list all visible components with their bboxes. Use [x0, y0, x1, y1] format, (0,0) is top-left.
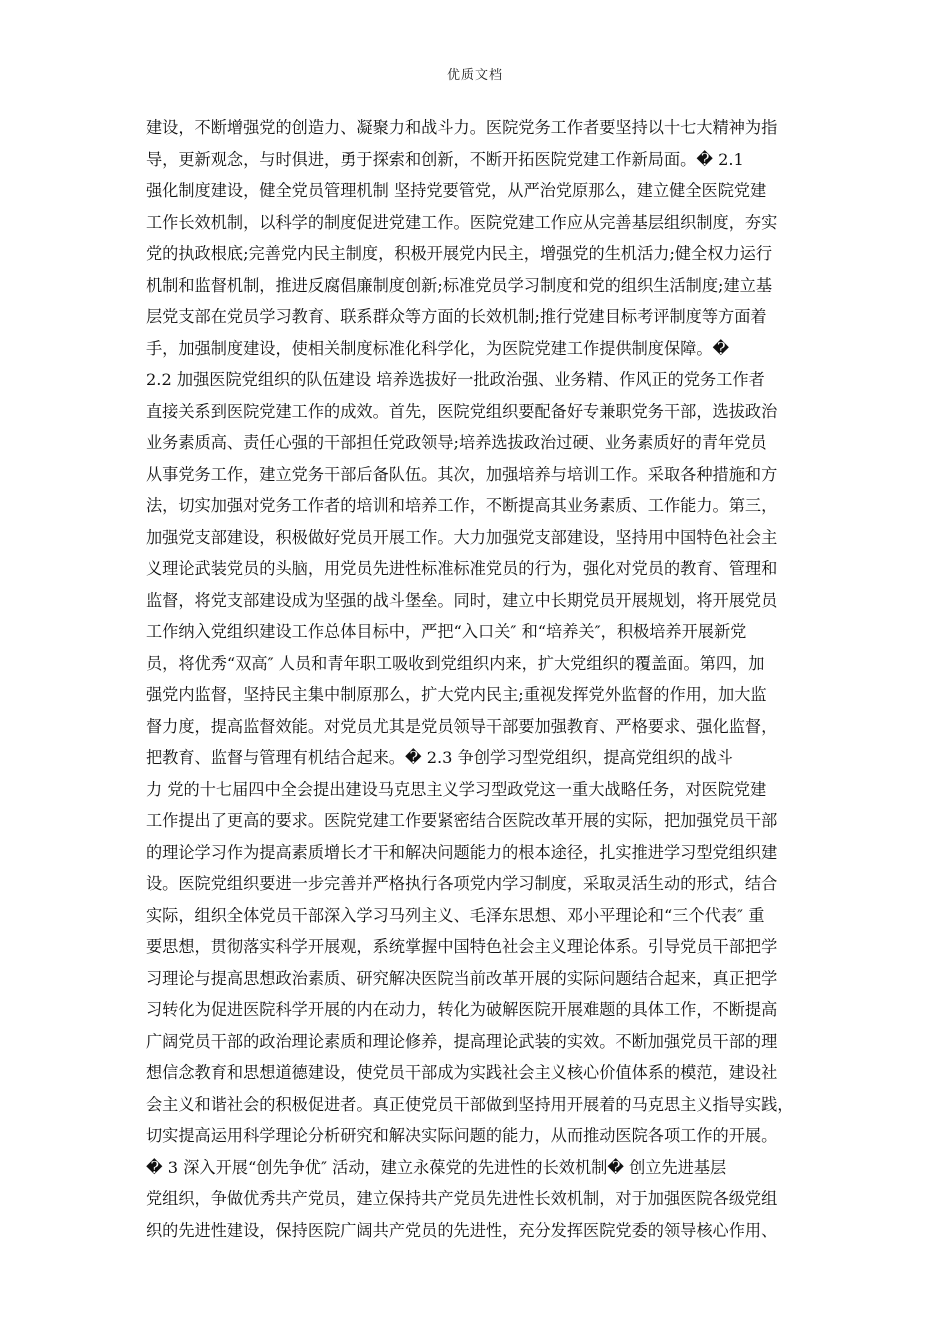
- text-line: 织的先进性建设，保持医院广阔共产党员的先进性，充分发挥医院党委的领导核心作用、: [146, 1220, 778, 1240]
- text-line: 切实提高运用科学理论分析研究和解决实际问题的能力，从而推动医院各项工作的开展。: [146, 1126, 778, 1145]
- text-line: 工作提出了更高的要求。医院党建工作要紧密结合医院改革开展的实际，把加强党员干部: [146, 811, 778, 830]
- text-line: 工作长效机制，以科学的制度促进党建工作。医院党建工作应从完善基层组织制度，夯实: [146, 212, 778, 232]
- text-line: 强党内监督，坚持民主集中制原那么，扩大党内民主;重视发挥党外监督的作用，加大监: [146, 685, 767, 704]
- text-line: 2.2 加强医院党组织的队伍建设 培养选拔好一批政治强、业务精、作风正的党务工作者: [146, 370, 765, 389]
- text-line: � 3 深入开展“创先争优″ 活动，建立永葆党的先进性的长效机制� 创立先进基层: [146, 1157, 727, 1177]
- text-line: 加强党支部建设，积极做好党员开展工作。大力加强党支部建设，坚持用中国特色社会主: [146, 527, 778, 547]
- text-line: 导，更新观念，与时俱进，勇于探索和创新，不断开拓医院党建工作新局面。� 2.1: [146, 149, 744, 169]
- text-line: 强化制度建设，健全党员管理机制 坚持党要管党，从严治党原那么，建立健全医院党建: [146, 181, 767, 200]
- text-line: 法，切实加强对党务工作者的培训和培养工作，不断提高其业务素质、工作能力。第三，: [146, 496, 778, 515]
- text-line: 机制和监督机制，推进反腐倡廉制度创新;标准党员学习制度和党的组织生活制度;建立基: [146, 275, 773, 295]
- document-body: [146, 112, 814, 1246]
- text-line: 设。医院党组织要进一步完善并严格执行各项党内学习制度，采取灵活生动的形式，结合: [146, 874, 778, 893]
- text-line: 建设，不断增强党的创造力、凝聚力和战斗力。医院党务工作者要坚持以十七大精神为指: [146, 118, 778, 137]
- text-line: 的理论学习作为提高素质增长才干和解决问题能力的根本途径，扎实推进学习型党组织建: [146, 842, 778, 862]
- text-line: 想信念教育和思想道德建设，使党员干部成为实践社会主义核心价值体系的模范，建设社: [146, 1063, 778, 1082]
- text-line: 要思想，贯彻落实科学开展观，系统掌握中国特色社会主义理论体系。引导党员干部把学: [146, 937, 778, 956]
- text-line: 手，加强制度建设，使相关制度标准化科学化，为医院党建工作提供制度保障。�: [146, 338, 730, 358]
- text-line: 工作纳入党组织建设工作总体目标中，严把“入口关″ 和“培养关″，积极培养开展新党: [146, 622, 747, 641]
- text-line: 力 党的十七届四中全会提出建设马克思主义学习型政党这一重大战略任务，对医院党建: [146, 779, 767, 799]
- text-line: 督力度，提高监督效能。对党员尤其是党员领导干部要加强教育、严格要求、强化监督，: [146, 716, 778, 736]
- text-line: 层党支部在党员学习教育、联系群众等方面的长效机制;推行党建目标考评制度等方面着: [146, 307, 767, 326]
- text-line: 党组织，争做优秀共产党员，建立保持共产党员先进性长效机制，对于加强医院各级党组: [146, 1189, 778, 1208]
- text-line: 习理论与提高思想政治素质、研究解决医院当前改革开展的实际问题结合起来，真正把学: [146, 968, 778, 988]
- text-line: 业务素质高、责任心强的干部担任党政领导;培养选拔政治过硬、业务素质好的青年党员: [146, 433, 767, 452]
- text-line: 义理论武装党员的头脑，用党员先进性标准标准党员的行为，强化对党员的教育、管理和: [146, 559, 778, 578]
- text-line: 党的执政根底;完善党内民主制度，积极开展党内民主，增强党的生机活力;健全权力运行: [146, 244, 773, 263]
- text-line: 会主义和谐社会的积极促进者。真正使党员干部做到坚持用开展着的马克思主义指导实践，: [146, 1094, 794, 1114]
- page-header: 优质文档: [446, 68, 503, 83]
- text-line: 从事党务工作，建立党务干部后备队伍。其次，加强培养与培训工作。采取各种措施和方: [146, 464, 778, 484]
- text-line: 习转化为促进医院科学开展的内在动力，转化为破解医院开展难题的具体工作，不断提高: [146, 1000, 778, 1019]
- text-line: 监督，将党支部建设成为坚强的战斗堡垒。同时，建立中长期党员开展规划，将开展党员: [146, 590, 778, 610]
- text-line: 实际，组织全体党员干部深入学习马列主义、毛泽东思想、邓小平理论和“三个代表″ 重: [146, 905, 765, 925]
- text-line: 把教育、监督与管理有机结合起来。� 2.3 争创学习型党组织，提高党组织的战斗: [146, 748, 733, 767]
- text-line: 员，将优秀“双高″ 人员和青年职工吸收到党组织内来，扩大党组织的覆盖面。第四，加: [146, 653, 765, 673]
- text-line: 广阔党员干部的政治理论素质和理论修养，提高理论武装的实效。不断加强党员干部的理: [146, 1031, 778, 1051]
- text-line: 直接关系到医院党建工作的成效。首先，医院党组织要配备好专兼职党务干部，选拔政治: [146, 401, 778, 421]
